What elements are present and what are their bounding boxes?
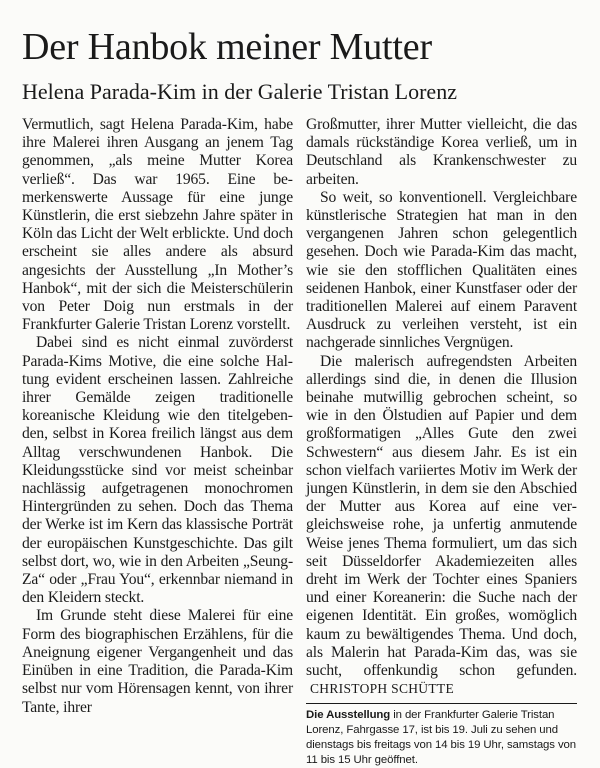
info-text: in der Frankfurter Galerie Tristan Lorenz, Fahrgasse 17, ist bis 19. Juli zu sehen und dienstags bis freitags von 14 bis 19 Uhr, samstags von 11 bis 15 Uhr geöffnet. — [306, 709, 576, 767]
article-subheadline: Helena Parada-Kim in der Galerie Tristan Lorenz — [22, 79, 582, 105]
paragraph-3: Im Grunde steht diese Malerei für eine Form des biographischen Erzählens, für die Aneignung eigener Vergangenheit und das Einüben in eine Tradition, die Parada-Kim selbst nur vom Hörensagen kennt, von ihrer Tante, ihrer — [22, 607, 293, 716]
article-headline: Der Hanbok meiner Mutter — [22, 26, 582, 68]
author-byline: CHRISTOPH SCHÜTTE — [310, 681, 454, 696]
paragraph-5-text: Die malerisch aufregendsten Arbeiten allerdings sind die, in denen die Illusion beinahe mutwillig gebrochen scheint, so wie in den Ölstudien auf Papier und dem großformatigen „Alles Gute den zwei Schwestern“ aus diesem Jahr. Es ist ein schon vielfach variiertes Motiv im Werk der jungen Künstlerin, in dem sie den Abschied der Mutter aus Korea auf eine vergleichsweise rohe, ja unfertig anmutende Weise jenes Thema formuliert, um das sich seit Düsseldorfer Akademiezeiten alles dreht im Werk der Tochter eines Spaniers und einer Koreanerin: die Suche nach der eigenen Identität. Ein großes, womöglich kaum zu bewältigendes Thema. Und doch, als Malerin hat Parada-Kim das, was sie sucht, offenkundig schon gefunden. — [306, 353, 577, 679]
paragraph-1: Vermutlich, sagt Helena Parada-Kim, habe ihre Malerei ihren Ausgang an jenem Tag genommen, „als meine Mutter Korea verließ“. Das war 1965. Eine bemerkenswerte Aussage für eine junge Künstlerin, die erst siebzehn Jahre später in Köln das Licht der Welt erblickte. Und doch erscheint sie alles andere als absurd angesichts der Ausstellung „In Mother’s Hanbok“, mit der sich die Meisterschülerin von Peter Doig nun erstmals in der Frankfurter Galerie Tristan Lorenz vorstellt. — [22, 116, 293, 334]
left-column — [22, 116, 293, 717]
info-label: Die Ausstellung — [306, 709, 390, 721]
paragraph-4: So weit, so konventionell. Vergleichbare künstlerische Strategien hat man in den vergangenen Jahren schon gelegentlich gesehen. Doch wie Parada-Kim das macht, wie sie den stofflichen Qualitäten eines seidenen Hanbok, einer Kunstfaser oder der traditionellen Malerei auf einem Paravent Ausdruck zu verleihen versteht, ist ein nachgerade sinnliches Vergnügen. — [306, 189, 577, 353]
right-column — [306, 116, 577, 768]
paragraph-3-continued: Großmutter, ihrer Mutter vielleicht, die das damals rückständige Korea verließ, um in Deutschland als Krankenschwester zu arbeiten. — [306, 116, 577, 189]
exhibition-info-box — [306, 703, 577, 768]
paragraph-2: Dabei sind es nicht einmal zuvörderst Parada-Kims Motive, die eine solche Haltung evident erscheinen lassen. Zahlreiche ihrer Gemälde zeigen traditionelle koreanische Kleidung wie den titelgebenden, selbst in Korea freilich längst aus dem Alltag verschwundenen Hanbok. Die Kleidungsstücke sind vor meist scheinbar nachlässig aufgetragenen monochromen Hintergründen zu sehen. Doch das Thema der Werke ist im Kern das klassische Porträt der europäischen Kunstgeschichte. Das gilt selbst dort, wo, wie in den Arbeiten „Seung-Za“ oder „Frau You“, erkennbar niemand in den Kleidern steckt. — [22, 334, 293, 607]
paragraph-5 — [306, 353, 577, 699]
